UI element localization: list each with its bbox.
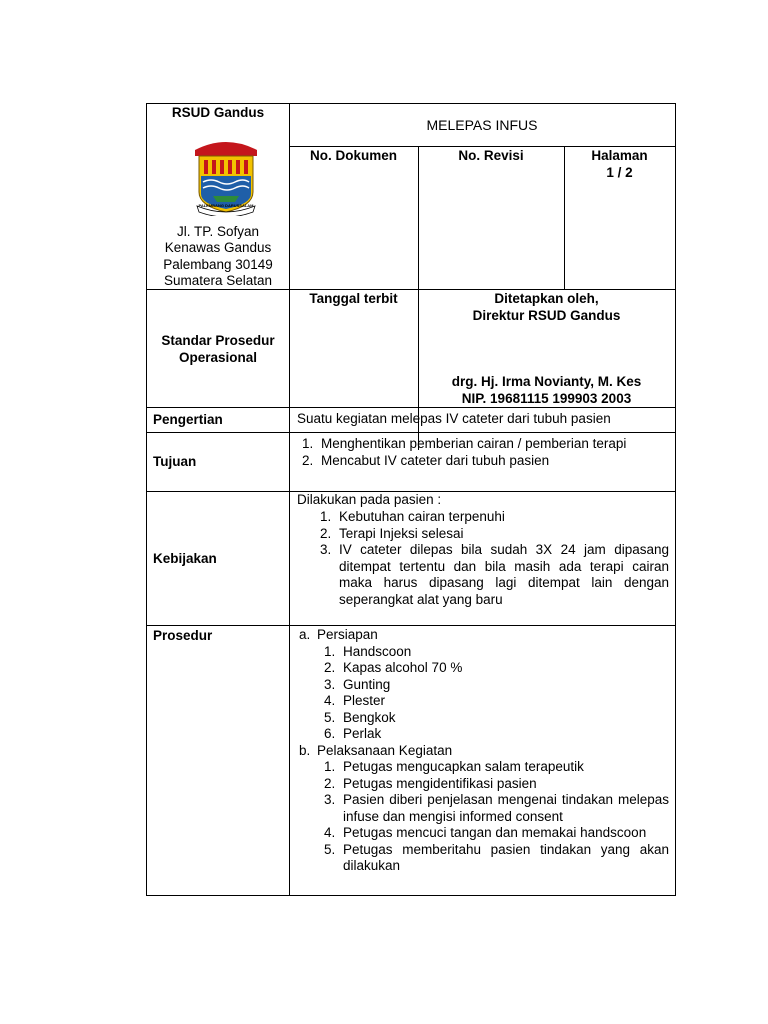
- director-signature: [418, 374, 675, 407]
- list-item-text: Kapas alcohol 70 %: [343, 660, 463, 675]
- sop-document: [146, 103, 676, 896]
- list-item-text: Terapi Injeksi selesai: [339, 525, 464, 541]
- list-item: 3. IV cateter dilepas bila sudah 3X 24 jam dipasang ditempat tertentu dan bila masih ada terapi cairan maka harus dipasang lagi ditempat lain dengan seperangkat alat yang baru: [320, 542, 669, 607]
- halaman-label: Halaman: [591, 148, 648, 163]
- list-item: 2. Terapi Injeksi selesai: [320, 525, 464, 541]
- section-letter: a.: [299, 627, 311, 642]
- org-address: [147, 224, 289, 290]
- list-item-text: IV cateter dilepas bila sudah 3X 24 jam dipasang ditempat tertentu dan bila masih ada terapi cairan maka harus dipasang lagi ditempat lain dengan seperangkat alat yang baru: [339, 542, 669, 607]
- sop-label: [147, 332, 289, 366]
- tujuan-list: [295, 436, 669, 469]
- section-title: Pelaksanaan Kegiatan: [317, 742, 453, 758]
- kebijakan-label: Kebijakan: [153, 551, 217, 566]
- address-line: Palembang 30149: [163, 256, 273, 272]
- list-item: 2. Kapas alcohol 70 %: [324, 660, 463, 675]
- list-item-text: Mencabut IV cateter dari tubuh pasien: [321, 452, 550, 468]
- prosedur-label: Prosedur: [153, 628, 213, 643]
- section-letter: b.: [299, 742, 311, 758]
- list-item-text: Handscoon: [343, 643, 412, 659]
- section-title: Persiapan: [317, 627, 378, 642]
- list-item: 5. Petugas memberitahu pasien tindakan yang akan dilakukan: [324, 841, 669, 873]
- list-item: 1. Menghentikan pemberian cairan / pemberian terapi: [302, 436, 627, 451]
- list-item-text: Petugas mengucapkan salam terapeutik: [343, 759, 584, 774]
- pengertian-text: Suatu kegiatan melepas IV cateter dari tubuh pasien: [297, 411, 611, 426]
- list-item: 5. Bengkok: [324, 709, 396, 725]
- list-item-text: Pasien diberi penjelasan mengenai tindakan melepas infuse dan mengisi informed consent: [343, 792, 669, 824]
- procedure-section: [295, 743, 669, 875]
- org-name: RSUD Gandus: [171, 105, 265, 120]
- list-item-text: Menghentikan pemberian cairan / pemberian terapi: [321, 436, 627, 451]
- list-item: 3. Gunting: [324, 676, 391, 692]
- divider: [147, 407, 675, 408]
- list-item-text: Petugas memberitahu pasien tindakan yang akan dilakukan: [343, 841, 669, 873]
- address-line: Sumatera Selatan: [163, 273, 273, 289]
- document-title: MELEPAS INFUS: [426, 117, 538, 133]
- divider: [289, 104, 290, 895]
- list-item-text: Gunting: [343, 676, 391, 692]
- ditetapkan-line: Ditetapkan oleh,: [494, 291, 599, 306]
- list-item: 4. Plester: [324, 693, 386, 708]
- list-item: 6. Perlak: [324, 726, 382, 741]
- director-name: drg. Hj. Irma Novianty, M. Kes: [451, 374, 642, 389]
- no-dokumen-label: No. Dokumen: [309, 148, 397, 163]
- ditetapkan-label: [418, 291, 675, 324]
- list-item: 1. Handscoon: [324, 643, 412, 659]
- list-item-text: Bengkok: [343, 709, 396, 725]
- tanggal-terbit-label: Tanggal terbit: [309, 291, 398, 306]
- divider: [289, 146, 675, 147]
- address-line: Jl. TP. Sofyan: [176, 224, 260, 239]
- divider: [147, 625, 675, 626]
- list-item: 2. Mencabut IV cateter dari tubuh pasien: [302, 452, 550, 468]
- tujuan-label: Tujuan: [153, 454, 197, 469]
- halaman-value: 1 / 2: [606, 165, 633, 180]
- list-item-text: Perlak: [343, 726, 382, 741]
- ditetapkan-line: Direktur RSUD Gandus: [472, 307, 621, 323]
- list-item: 4. Petugas mencuci tangan dan memakai handscoon: [324, 825, 647, 840]
- list-item-text: Petugas mengidentifikasi pasien: [343, 775, 537, 791]
- list-item-text: Petugas mencuci tangan dan memakai handscoon: [343, 825, 647, 840]
- list-item: 1. Petugas mengucapkan salam terapeutik: [324, 759, 584, 774]
- director-nip: NIP. 19681115 199903 2003: [461, 390, 632, 406]
- list-item: 2. Petugas mengidentifikasi pasien: [324, 775, 537, 791]
- list-item: 1. Kebutuhan cairan terpenuhi: [320, 509, 505, 524]
- pengertian-label: Pengertian: [153, 412, 223, 427]
- sop-label-line: Operasional: [178, 350, 258, 365]
- kebijakan-list: [313, 509, 669, 608]
- prosedur-list: [295, 627, 669, 875]
- sop-label-line: Standar Prosedur: [161, 333, 275, 348]
- procedure-section: [295, 627, 669, 743]
- address-line: Kenawas Gandus: [164, 240, 272, 256]
- list-item-text: Plester: [343, 693, 386, 708]
- list-item: 3. Pasien diberi penjelasan mengenai tindakan melepas infuse dan mengisi informed consent: [324, 792, 669, 824]
- list-item-text: Kebutuhan cairan terpenuhi: [339, 509, 505, 524]
- logo-text: PALEMBANG DARUSSALAM: [198, 203, 254, 208]
- divider: [147, 432, 675, 433]
- kebijakan-intro: Dilakukan pada pasien :: [297, 492, 442, 507]
- no-revisi-label: No. Revisi: [458, 148, 524, 163]
